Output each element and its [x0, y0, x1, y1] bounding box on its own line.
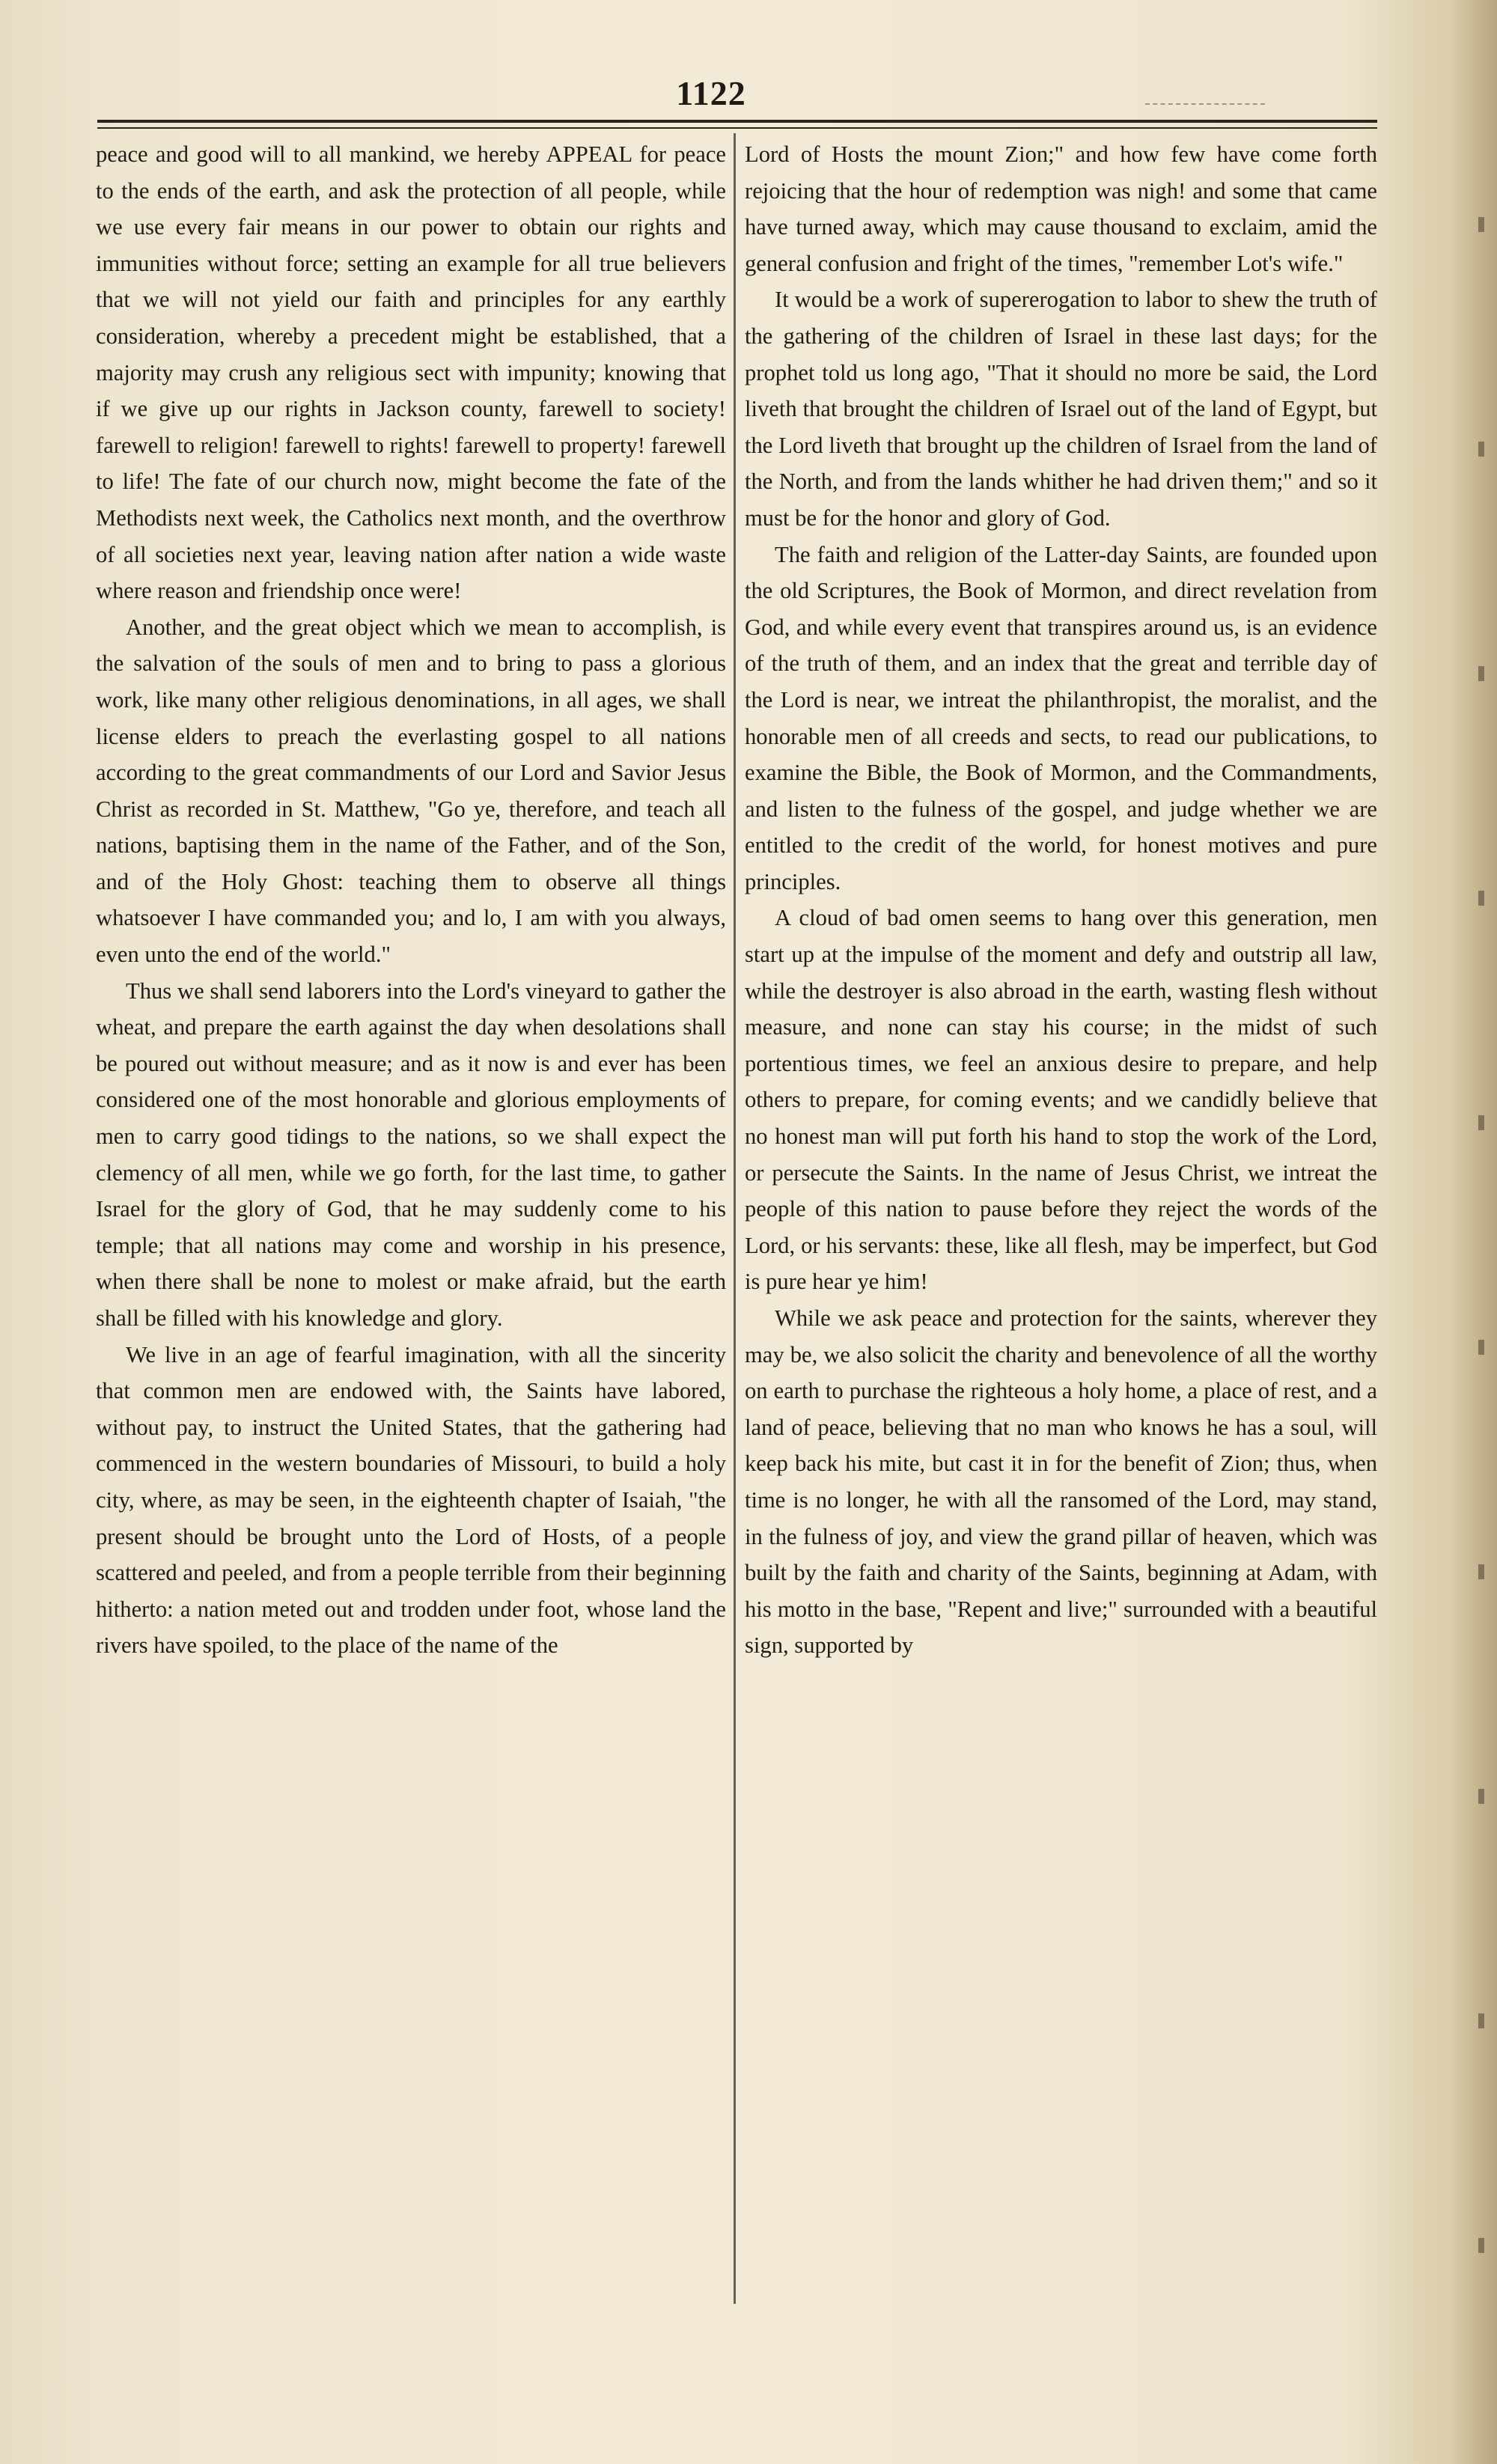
right-paragraph-5: While we ask peace and protection for the saints, wherever they may be, we also solicit the charity and benevolence of all the worthy on earth to purchase the righteous a holy home, a place of rest, and a land of peace, believing that no man who knows he has a soul, will keep back his mite, but cast it in for the benefit of Zion; thus, when time is no longer, he with all the ransomed of the Lord, may stand, in the fulness of joy, and view the grand pillar of heaven, which was built by the faith and charity of the Saints, beginning at Adam, with his motto in the base, "Repent and live;" surrounded with a beautiful sign, supported by: [745, 1305, 1377, 1659]
header-ornament: [1145, 88, 1265, 105]
page-edge-binding: [1478, 112, 1484, 2358]
left-paragraph-1: peace and good will to all mankind, we hereby APPEAL for peace to the ends of the earth, and ask the protection of all people, while we use every fair means in our power to obtain our rights and immunities without force; setting an example for all true believers that we will not yield our faith and principles for any earthly consideration, whereby a precedent might be established, that a majority may crush any religious sect with impunity; knowing that if we give up our rights in Jackson county, farewell to society! farewell to religion! farewell to rights! farewell to property! farewell to life! The fate of our church now, might become the fate of the Methodists next week, the Catholics next month, and the overthrow of all societies next year, leaving nation after nation a wide waste where reason and friendship once were!: [96, 141, 726, 604]
column-divider: [734, 133, 736, 2304]
header-rule-thick: [97, 120, 1377, 123]
right-paragraph-2: It would be a work of supererogation to labor to shew the truth of the gathering of the children of Israel in these last days; for the prophet told us long ago, "That it should no more be said, the Lord liveth that brought the children of Israel out of the land of Egypt, but the Lord liveth that brought up the children of Israel from the land of the North, and from the lands whither he had driven them;" and so it must be for the honor and glory of God.: [745, 287, 1377, 531]
left-paragraph-4: We live in an age of fearful imagination, with all the sincerity that common men are endowed with, the Saints have labored, without pay, to instruct the United States, that the gathering had commenced in the western boundaries of Missouri, to build a holy city, where, as may be seen, in the eighteenth chapter of Isaiah, "the present should be brought unto the Lord of Hosts, of a people scattered and peeled, and from a people terrible from their beginning hitherto: a nation meted out and trodden under foot, whose land the rivers have spoiled, to the place of the name of the: [96, 1341, 726, 1659]
left-column: [96, 136, 726, 2307]
right-column: [745, 136, 1377, 2307]
header-rule-thin: [97, 127, 1377, 129]
left-paragraph-3: Thus we shall send laborers into the Lord's vineyard to gather the wheat, and prepare the earth against the day when desolations shall be poured out without measure; and as it now is and ever has been considered one of the most honorable and glorious employments of men to carry good tidings to the nations, so we shall expect the clemency of all men, while we go forth, for the last time, to gather Israel for the glory of God, that he may suddenly come to his temple; that all nations may come and worship in his presence, when there shall be none to molest or make afraid, but the earth shall be filled with his knowledge and glory.: [96, 978, 726, 1331]
page-number: 1122: [676, 74, 746, 112]
right-paragraph-4: A cloud of bad omen seems to hang over this generation, men start up at the impulse of the moment and defy and outstrip all law, while the destroyer is also abroad in the earth, wasting flesh without measure, and none can stay his course; in the midst of such portentious times, we feel an anxious desire to prepare, and help others to prepare, for coming events; and we candidly believe that no honest man will put forth his hand to stop the work of the Lord, or persecute the Saints. In the name of Jesus Christ, we intreat the people of this nation to pause before they reject the words of the Lord, or his servants: these, like all flesh, may be imperfect, but God is pure hear ye him!: [745, 905, 1377, 1295]
right-paragraph-1: Lord of Hosts the mount Zion;" and how few have come forth rejoicing that the hour of redemption was nigh! and some that came have turned away, which may cause thousand to exclaim, amid the general confusion and fright of the times, "remember Lot's wife.": [745, 141, 1377, 276]
right-paragraph-3: The faith and religion of the Latter-day Saints, are founded upon the old Scriptures, the Book of Mormon, and direct revelation from God, and while every event that transpires around us, is an evidence of the truth of them, and an index that the great and terrible day of the Lord is near, we intreat the philanthropist, the moralist, and the honorable men of all creeds and sects, to read our publications, to examine the Bible, the Book of Mormon, and the Commandments, and listen to the fulness of the gospel, and judge whether we are entitled to the credit of the world, for honest motives and pure principles.: [745, 541, 1377, 894]
left-paragraph-2: Another, and the great object which we mean to accomplish, is the salvation of the souls of men and to bring to pass a glorious work, like many other religious denominations, in all ages, we shall license elders to preach the everlasting gospel to all nations according to the great commandments of our Lord and Savior Jesus Christ as recorded in St. Matthew, "Go ye, therefore, and teach all nations, baptising them in the name of the Father, and of the Son, and of the Holy Ghost: teaching them to observe all things whatsoever I have commanded you; and lo, I am with you always, even unto the end of the world.": [96, 614, 726, 968]
